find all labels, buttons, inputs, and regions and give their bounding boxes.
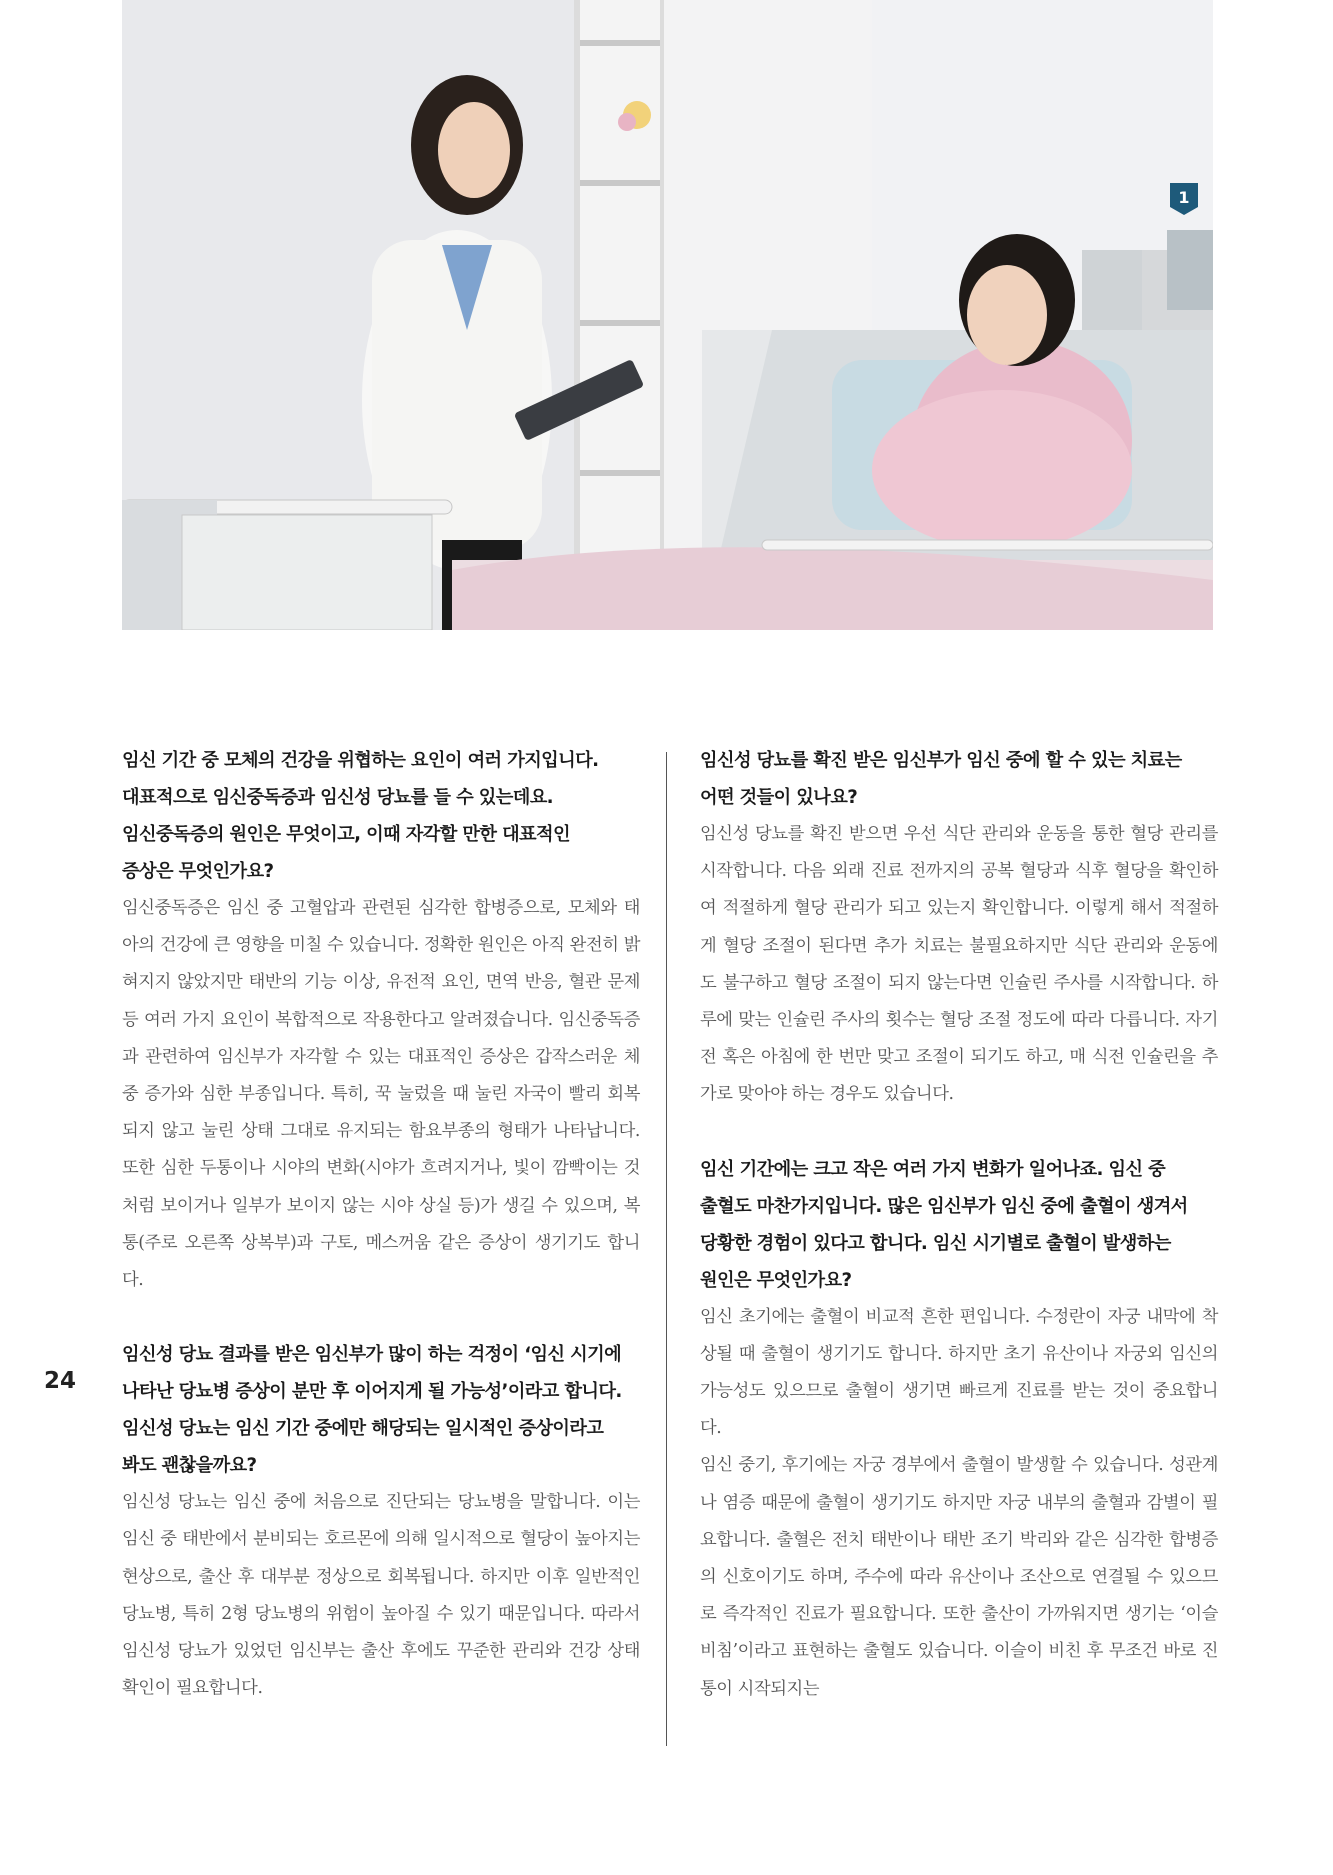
qa-block	[700, 742, 1218, 1114]
answer-paragraph: 임신 초기에는 출혈이 비교적 흔한 편입니다. 수정란이 자궁 내막에 착상될 때 출혈이 생기기도 합니다. 하지만 초기 유산이나 자궁외 임신의 가능성도 있으므로 출혈이 생기면 빠르게 진료를 받는 것이 중요합니다.	[700, 1306, 1218, 1439]
question-line: 원인은 무엇인가요?	[700, 1269, 852, 1291]
question-line: 임신중독증의 원인은 무엇이고, 이때 자각할 만한 대표적인	[122, 824, 570, 845]
column-divider	[666, 752, 667, 1746]
question-line: 임신성 당뇨 결과를 받은 임신부가 많이 하는 걱정이 ‘임신 시기에	[122, 1344, 622, 1366]
question-line: 대표적으로 임신중독증과 임신성 당뇨를 들 수 있는데요.	[122, 787, 553, 808]
right-column	[700, 742, 1218, 1708]
question-line: 당황한 경험이 있다고 합니다. 임신 시기별로 출혈이 발생하는	[700, 1232, 1171, 1254]
question-line: 봐도 괜찮을까요?	[122, 1455, 257, 1477]
question-line: 증상은 무엇인가요?	[122, 861, 274, 882]
room-sign-number: 1	[1178, 188, 1190, 207]
answer-paragraph: 임신 중기, 후기에는 자궁 경부에서 출혈이 발생할 수 있습니다. 성관계나 염증 때문에 출혈이 생기기도 하지만 자궁 내부의 출혈과 감별이 필요합니다. 출혈은 전치 태반이나 태반 조기 박리와 같은 심각한 합병증의 신호이기도 하며, 주수에 따라 유산이나 조산으로 연결될 수 있으므로 즉각적인 진료가 필요합니다. 또한 출산이 가까워지면 생기는 ‘이슬 비침’이라고 표현하는 출혈도 있습니다. 이슬이 비친 후 무조건 바로 진통이 시작되지는	[700, 1455, 1218, 1699]
question-line: 어떤 것들이 있나요?	[700, 787, 858, 808]
qa-block	[122, 742, 640, 1299]
hospital-consultation-photo	[122, 0, 1213, 630]
page-number: 24	[44, 1368, 77, 1394]
question-line: 임신 기간 중 모체의 건강을 위협하는 요인이 여러 가지입니다.	[122, 750, 599, 771]
answer-paragraph: 임신성 당뇨는 임신 중에 처음으로 진단되는 당뇨병을 말합니다. 이는 임신 중 태반에서 분비되는 호르몬에 의해 일시적으로 혈당이 높아지는 현상으로, 출산 후 대부분 정상으로 회복됩니다. 하지만 이후 일반적인 당뇨병, 특히 2형 당뇨병의 위험이 높아질 수 있기 때문입니다. 따라서 임신성 당뇨가 있었던 임신부는 출산 후에도 꾸준한 관리와 건강 상태 확인이 필요합니다.	[122, 1492, 640, 1699]
qa-block	[700, 1151, 1218, 1708]
question-line: 임신성 당뇨를 확진 받은 임신부가 임신 중에 할 수 있는 치료는	[700, 750, 1182, 771]
photo-illustration	[122, 0, 1213, 630]
question-line: 임신 기간에는 크고 작은 여러 가지 변화가 일어나죠. 임신 중	[700, 1158, 1166, 1180]
question-line: 임신성 당뇨는 임신 기간 중에만 해당되는 일시적인 증상이라고	[122, 1418, 604, 1440]
qa-block	[122, 1336, 640, 1707]
answer-paragraph: 임신성 당뇨를 확진 받으면 우선 식단 관리와 운동을 통한 혈당 관리를 시작합니다. 다음 외래 진료 전까지의 공복 혈당과 식후 혈당을 확인하여 적절하게 혈당 관리가 되고 있는지 확인합니다. 이렇게 해서 적절하게 혈당 조절이 된다면 추가 치료는 불필요하지만 식단 관리와 운동에도 불구하고 혈당 조절이 되지 않는다면 인슐린 주사를 시작합니다. 하루에 맞는 인슐린 주사의 횟수는 혈당 조절 정도에 따라 다릅니다. 자기 전 혹은 아침에 한 번만 맞고 조절이 되기도 하고, 매 식전 인슐린을 추가로 맞아야 하는 경우도 있습니다.	[700, 824, 1218, 1105]
question-line: 나타난 당뇨병 증상이 분만 후 이어지게 될 가능성’이라고 합니다.	[122, 1381, 622, 1403]
answer-paragraph: 임신중독증은 임신 중 고혈압과 관련된 심각한 합병증으로, 모체와 태아의 건강에 큰 영향을 미칠 수 있습니다. 정확한 원인은 아직 완전히 밝혀지지 않았지만 태반의 기능 이상, 유전적 요인, 면역 반응, 혈관 문제 등 여러 가지 요인이 복합적으로 작용한다고 알려졌습니다. 임신중독증과 관련하여 임신부가 자각할 수 있는 대표적인 증상은 갑작스러운 체중 증가와 심한 부종입니다. 특히, 꾹 눌렀을 때 눌린 자국이 빨리 회복되지 않고 눌린 상태 그대로 유지되는 함요부종의 형태가 나타납니다. 또한 심한 두통이나 시야의 변화(시야가 흐려지거나, 빛이 깜빡이는 것처럼 보이거나 일부가 보이지 않는 시야 상실 등)가 생길 수 있으며, 복통(주로 오른쪽 상복부)과 구토, 메스꺼움 같은 증상이 생기기도 합니다.	[122, 898, 640, 1291]
question-line: 출혈도 마찬가지입니다. 많은 임신부가 임신 중에 출혈이 생겨서	[700, 1195, 1188, 1217]
left-column	[122, 742, 640, 1707]
